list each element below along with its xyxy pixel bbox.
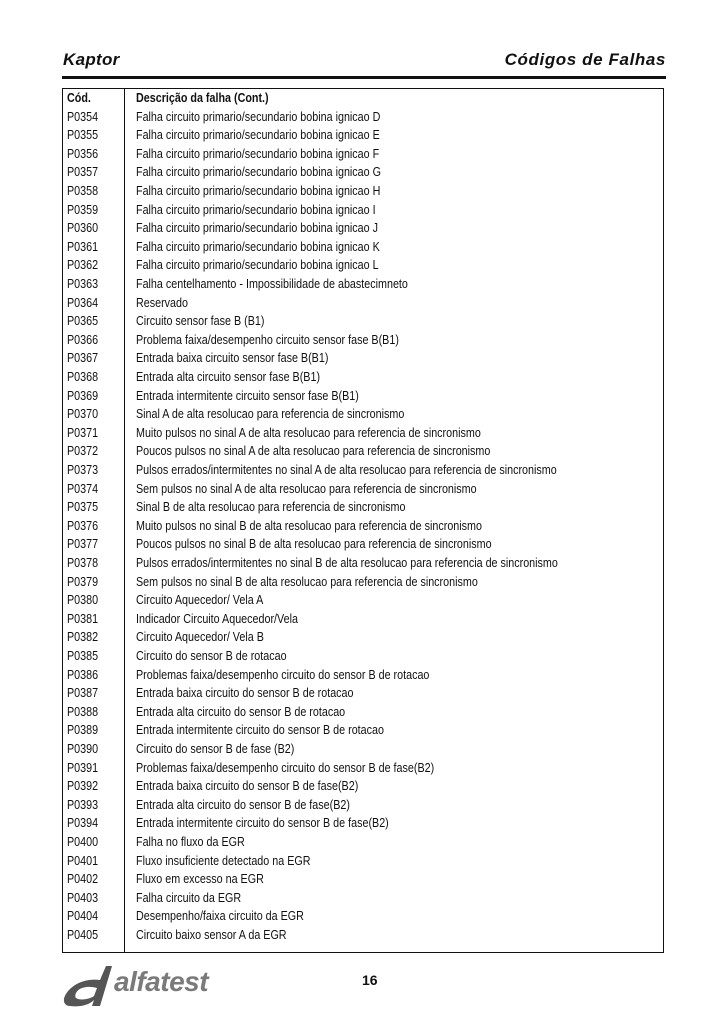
table-row: [63, 628, 663, 647]
fault-description: Sem pulsos no sinal B de alta resolucao para referencia de sincronismo: [136, 574, 478, 589]
fault-code: P0369: [67, 388, 99, 403]
fault-description: Falha circuito primario/secundario bobina ignicao G: [136, 165, 381, 180]
fault-description: Falha circuito da EGR: [136, 890, 242, 905]
fault-code: P0403: [67, 890, 99, 905]
table-row: [63, 740, 663, 759]
alfatest-a-mark-icon: [62, 960, 114, 1010]
table-row: [63, 907, 663, 926]
logo-text: alfatest: [114, 966, 209, 997]
column-header-description: Descrição da falha (Cont.): [136, 91, 269, 105]
fault-description: Falha circuito primario/secundario bobina ignicao K: [136, 239, 380, 254]
fault-code: P0379: [67, 574, 99, 589]
fault-code: P0358: [67, 184, 99, 198]
table-row: [63, 721, 663, 740]
fault-code: P0389: [67, 723, 99, 738]
table-row: [63, 256, 663, 275]
table-row: [63, 275, 663, 294]
fault-code: P0388: [67, 704, 99, 719]
table-row: [63, 108, 663, 127]
column-header-code: Cód.: [67, 91, 91, 105]
fault-code: P0386: [67, 667, 99, 682]
fault-code-table: [62, 88, 664, 953]
fault-description: Falha circuito primario/secundario bobina ignicao D: [136, 109, 381, 124]
table-row: [63, 312, 663, 331]
table-row: [63, 424, 663, 443]
fault-description: Circuito Aquecedor/ Vela A: [136, 593, 264, 608]
table-header-row: [63, 89, 663, 108]
fault-description: Entrada intermitente circuito do sensor B de rotacao: [136, 723, 384, 738]
fault-description: Fluxo insuficiente detectado na EGR: [136, 853, 311, 868]
table-row: [63, 666, 663, 685]
fault-code: P0370: [67, 407, 99, 422]
fault-description: Entrada baixa circuito sensor fase B(B1): [136, 351, 329, 366]
header-brand: Kaptor: [63, 50, 120, 69]
fault-description: Circuito baixo sensor A da EGR: [136, 928, 287, 942]
fault-code: P0381: [67, 611, 99, 626]
fault-description: Circuito sensor fase B (B1): [136, 314, 265, 329]
table-row: [63, 331, 663, 350]
table-row: [63, 796, 663, 815]
fault-description: Entrada intermitente circuito sensor fase B(B1): [136, 388, 359, 403]
fault-code: P0377: [67, 537, 99, 552]
table-row: [63, 405, 663, 424]
fault-description: Problemas faixa/desempenho circuito do sensor B de fase(B2): [136, 760, 435, 775]
fault-code: P0360: [67, 221, 99, 236]
table-row: [63, 163, 663, 182]
table-row: [63, 201, 663, 220]
table-row: [63, 368, 663, 387]
alfatest-logo: [62, 960, 232, 1010]
fault-code: P0354: [67, 109, 99, 124]
fault-description: Entrada baixa circuito do sensor B de fase(B2): [136, 779, 359, 794]
fault-code: P0373: [67, 463, 99, 477]
fault-description: Falha circuito primario/secundario bobina ignicao L: [136, 258, 379, 273]
table-row: [63, 387, 663, 406]
fault-description: Pulsos errados/intermitentes no sinal B de alta resolucao para referencia de sincronismo: [136, 556, 558, 570]
table-row: [63, 238, 663, 257]
fault-code: P0364: [67, 295, 99, 310]
header-section-title: Códigos de Falhas: [504, 50, 666, 69]
table-row: [63, 535, 663, 554]
fault-description: Indicador Circuito Aquecedor/Vela: [136, 611, 298, 626]
table-row: [63, 480, 663, 499]
fault-description: Pulsos errados/intermitentes no sinal A de alta resolucao para referencia de sincronismo: [136, 463, 557, 477]
table-row: [63, 461, 663, 480]
fault-code: P0356: [67, 146, 99, 161]
fault-code: P0362: [67, 258, 99, 273]
fault-description: Problemas faixa/desempenho circuito do sensor B de rotacao: [136, 667, 430, 682]
table-row: [63, 442, 663, 461]
fault-code: P0380: [67, 593, 99, 608]
fault-code: P0382: [67, 630, 99, 645]
fault-description: Poucos pulsos no sinal A de alta resolucao para referencia de sincronismo: [136, 444, 491, 459]
fault-code: P0393: [67, 797, 99, 812]
fault-description: Entrada baixa circuito do sensor B de rotacao: [136, 686, 354, 701]
fault-description: Muito pulsos no sinal A de alta resolucao para referencia de sincronismo: [136, 425, 481, 440]
fault-code: P0361: [67, 239, 99, 254]
table-row: [63, 517, 663, 536]
fault-description: Desempenho/faixa circuito da EGR: [136, 909, 304, 924]
table-row: [63, 684, 663, 703]
table-row: [63, 889, 663, 908]
header-rule: [62, 76, 666, 79]
table-row: [63, 647, 663, 666]
table-row: [63, 294, 663, 313]
table-row: [63, 852, 663, 871]
fault-code: P0405: [67, 928, 99, 942]
fault-code: P0402: [67, 872, 99, 887]
fault-code: P0374: [67, 481, 99, 496]
fault-code: P0400: [67, 835, 99, 849]
fault-code: P0371: [67, 425, 99, 440]
fault-description: Falha no fluxo da EGR: [136, 835, 245, 849]
fault-description: Entrada intermitente circuito do sensor B de fase(B2): [136, 816, 389, 831]
page-number: 16: [362, 972, 378, 988]
fault-code: P0385: [67, 649, 99, 663]
table-row: [63, 703, 663, 722]
fault-code: P0394: [67, 816, 99, 831]
table-row: [63, 126, 663, 145]
fault-code: P0387: [67, 686, 99, 701]
fault-code: P0391: [67, 760, 99, 775]
table-row: [63, 814, 663, 833]
table-row: [63, 610, 663, 629]
table-row: [63, 870, 663, 889]
table-row: [63, 349, 663, 368]
fault-description: Entrada alta circuito do sensor B de fase(B2): [136, 797, 350, 812]
fault-description: Falha circuito primario/secundario bobina ignicao J: [136, 221, 379, 236]
fault-description: Muito pulsos no sinal B de alta resolucao para referencia de sincronismo: [136, 518, 482, 533]
table-row: [63, 777, 663, 796]
table-row: [63, 219, 663, 238]
fault-code: P0355: [67, 128, 99, 143]
fault-code: P0363: [67, 277, 99, 291]
fault-code: P0390: [67, 742, 99, 756]
fault-code: P0357: [67, 165, 99, 180]
table-row: [63, 926, 663, 945]
fault-code: P0367: [67, 351, 99, 366]
fault-code: P0366: [67, 332, 99, 347]
fault-description: Falha circuito primario/secundario bobina ignicao I: [136, 202, 376, 217]
fault-code: P0376: [67, 518, 99, 533]
fault-description: Sinal A de alta resolucao para referencia de sincronismo: [136, 407, 405, 422]
fault-description: Falha circuito primario/secundario bobina ignicao H: [136, 184, 381, 198]
fault-code: P0378: [67, 556, 99, 570]
fault-description: Problema faixa/desempenho circuito sensor fase B(B1): [136, 332, 399, 347]
fault-code: P0368: [67, 370, 99, 384]
table-row: [63, 145, 663, 164]
fault-description: Falha circuito primario/secundario bobina ignicao E: [136, 128, 380, 143]
fault-description: Falha circuito primario/secundario bobina ignicao F: [136, 146, 380, 161]
fault-code: P0372: [67, 444, 99, 459]
fault-code: P0392: [67, 779, 99, 794]
fault-description: Circuito do sensor B de fase (B2): [136, 742, 295, 756]
table-row: [63, 498, 663, 517]
fault-code: P0404: [67, 909, 99, 924]
fault-description: Sinal B de alta resolucao para referencia de sincronismo: [136, 500, 406, 515]
fault-description: Entrada alta circuito sensor fase B(B1): [136, 370, 321, 384]
fault-code: P0375: [67, 500, 99, 515]
table-row: [63, 591, 663, 610]
fault-description: Circuito do sensor B de rotacao: [136, 649, 287, 663]
fault-description: Fluxo em excesso na EGR: [136, 872, 264, 887]
table-row: [63, 554, 663, 573]
fault-code: P0401: [67, 853, 99, 868]
fault-description: Poucos pulsos no sinal B de alta resolucao para referencia de sincronismo: [136, 537, 492, 552]
fault-code: P0359: [67, 202, 99, 217]
fault-description: Sem pulsos no sinal A de alta resolucao para referencia de sincronismo: [136, 481, 477, 496]
table-row: [63, 833, 663, 852]
fault-description: Falha centelhamento - Impossibilidade de abastecimneto: [136, 277, 408, 291]
fault-code: P0365: [67, 314, 99, 329]
fault-description: Reservado: [136, 295, 188, 310]
table-row: [63, 573, 663, 592]
fault-description: Circuito Aquecedor/ Vela B: [136, 630, 264, 645]
fault-description: Entrada alta circuito do sensor B de rotacao: [136, 704, 346, 719]
table-row: [63, 182, 663, 201]
table-row: [63, 759, 663, 778]
